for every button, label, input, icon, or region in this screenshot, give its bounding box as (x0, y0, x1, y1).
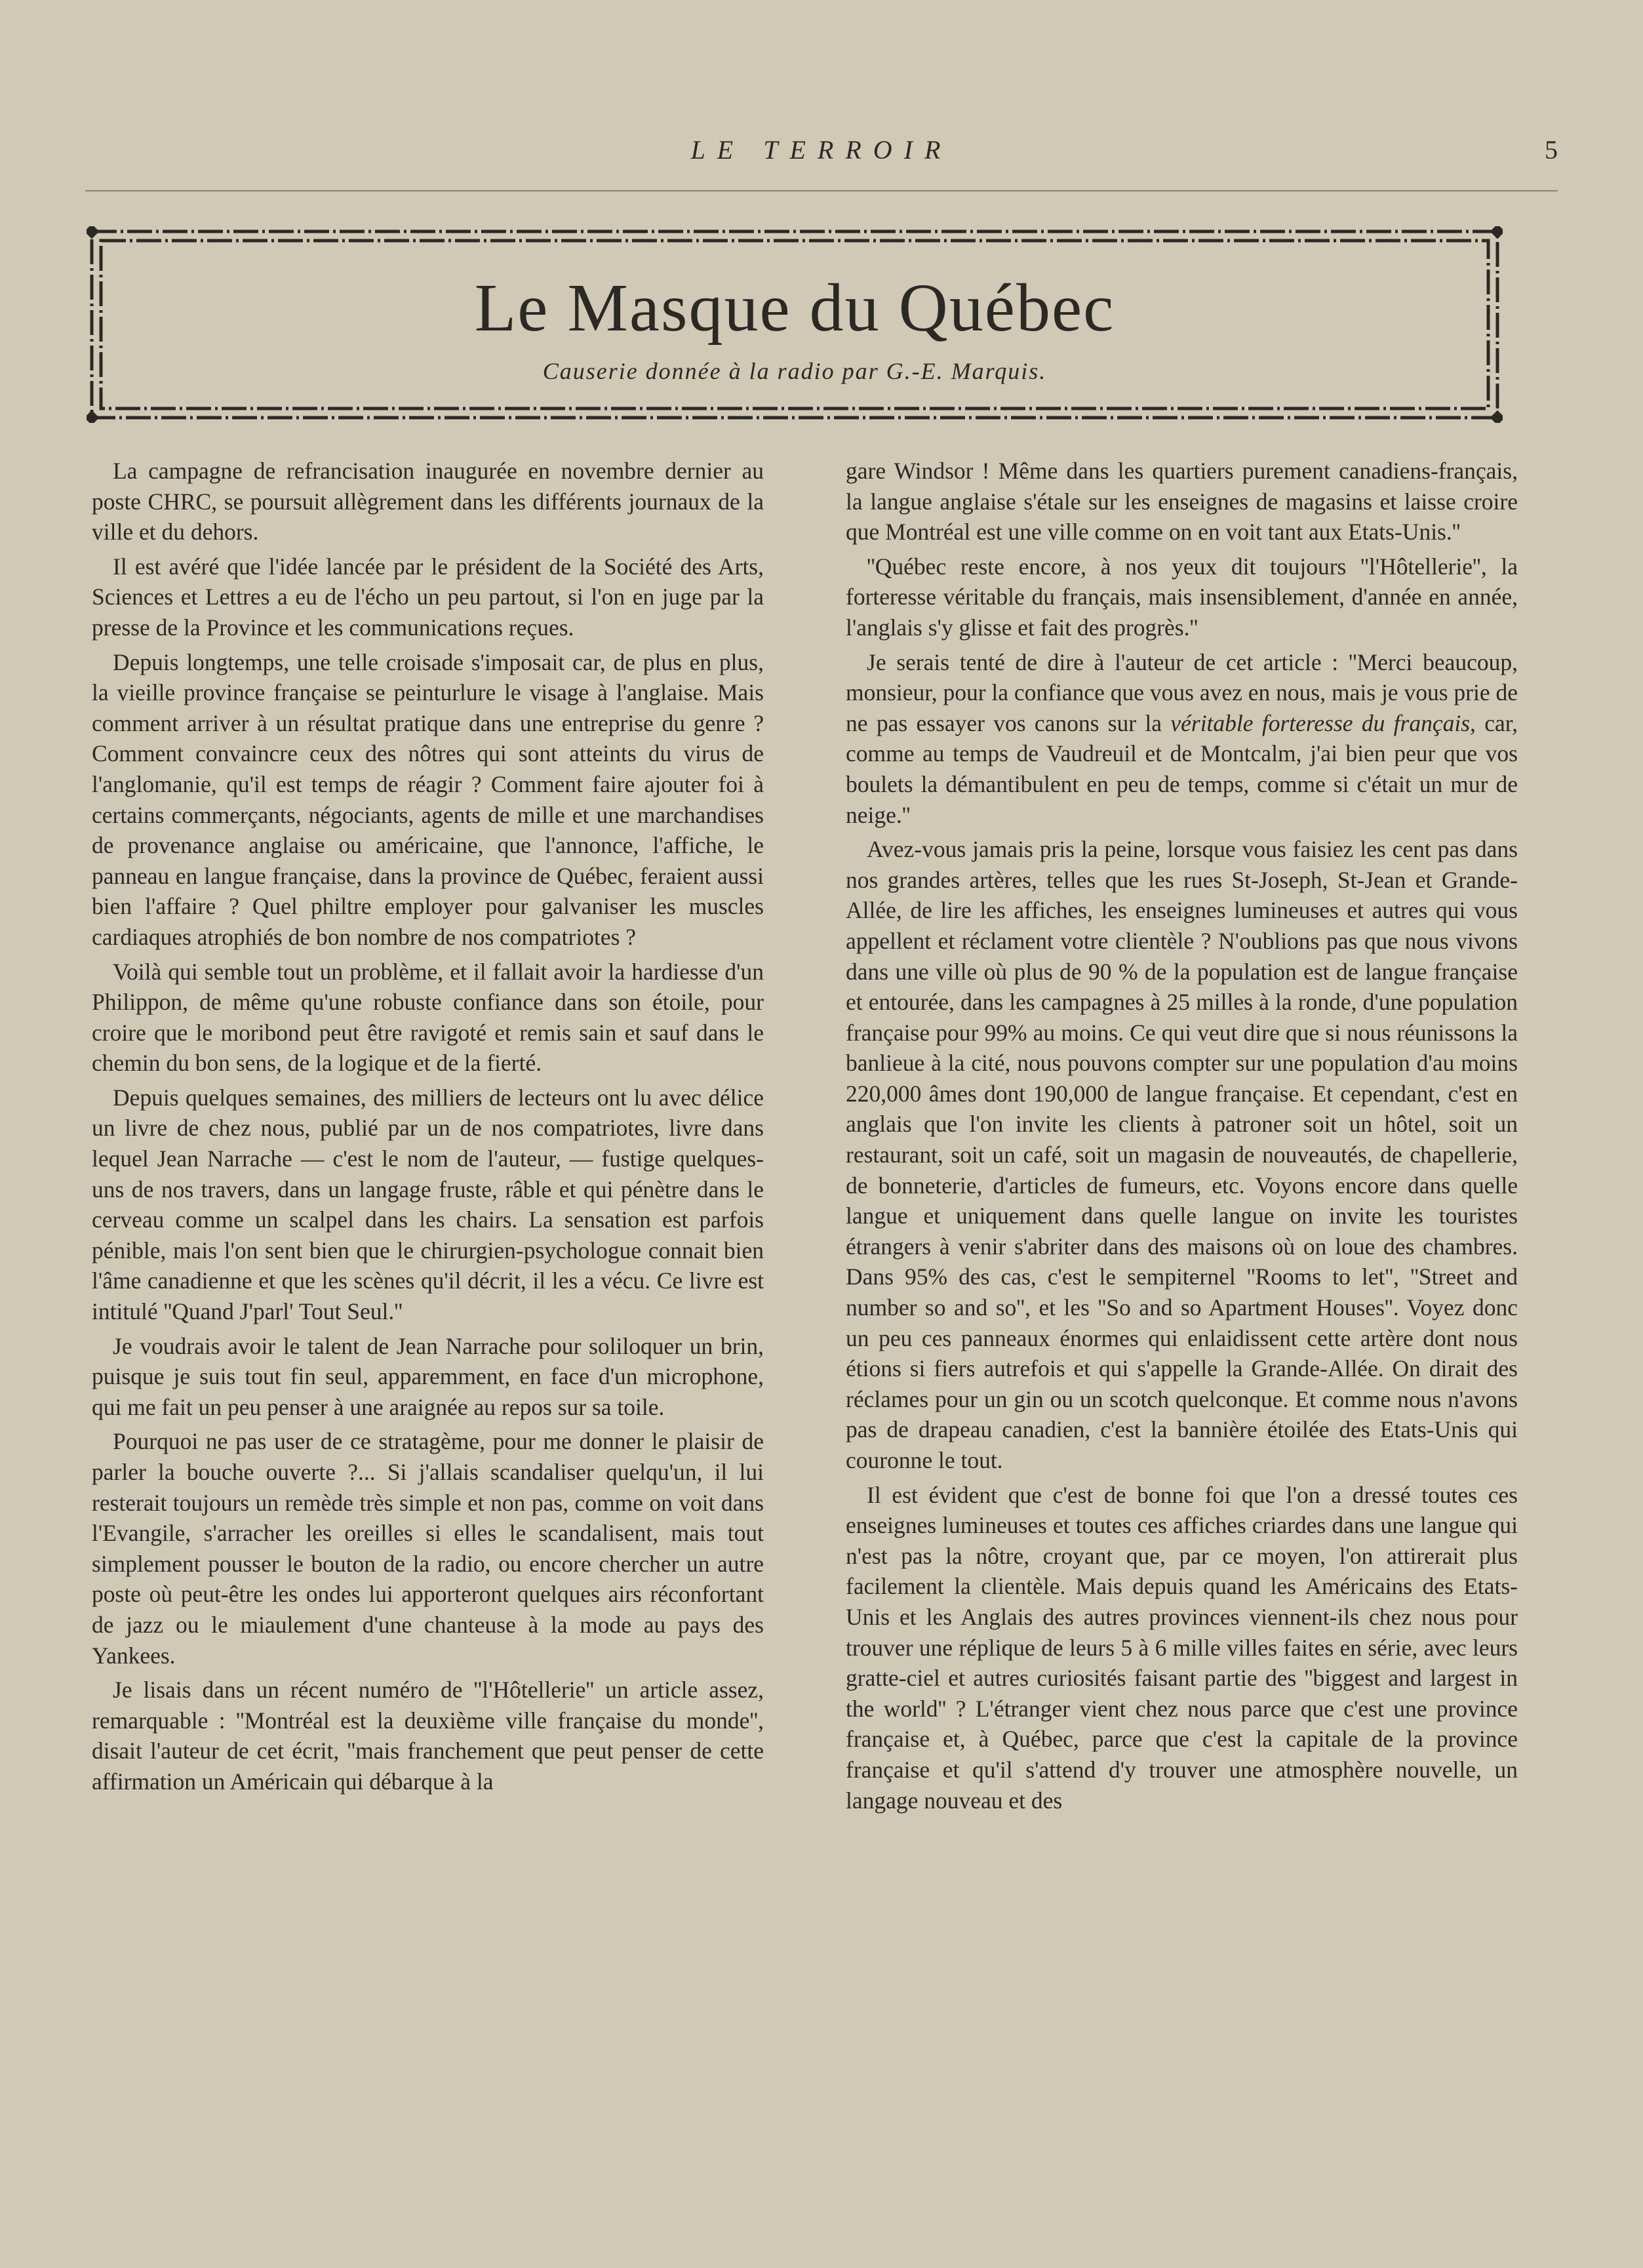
paragraph: La campagne de refrancisation inaugurée en novembre dernier au poste CHRC, se poursuit allègrement dans les différents journaux de la ville et du dehors. (92, 458, 764, 546)
paragraph: Pourquoi ne pas user de ce stratagème, pour me donner le plaisir de parler la bouche ouverte ?... Si j'allais scandaliser quelqu'un, il lui resterait toujours un remède très simple et non pas, comme on voit dans l'Evangile, s'arracher les oreilles si elles le scandalisent, mais tout simplement pousser le bouton de la radio, ou encore chercher un autre poste où peut-être les ondes lui apporteront quelques airs réconfortant de jazz ou le miaulement d'une chanteuse à la mode au pays des Yankees. (92, 1428, 764, 1669)
paragraph: Il est avéré que l'idée lancée par le président de la Société des Arts, Sciences et Lettres a eu de l'écho un peu partout, si l'on en juge par la presse de la Province et les communications reçues. (92, 553, 764, 641)
paragraph: Avez-vous jamais pris la peine, lorsque vous faisiez les cent pas dans nos grandes artères, telles que les rues St-Joseph, St-Jean et Grande-Allée, de lire les affiches, les enseignes lumineuses et autres qui vous appellent et réclament votre clientèle ? N'oublions pas que nous vivons dans une ville où plus de 90 % de la population est de langue française et entourée, dans les campagnes à 25 milles à la ronde, d'une population française pour 99% au moins. Ce qui veut dire que si nous réunissons la banlieue à la cité, nous pouvons compter sur une population d'au moins 220,000 âmes dont 190,000 de langue française. Et cependant, c'est en anglais que l'on invite les clients à patroner soit un hôtel, soit un restaurant, soit un café, soit un magasin de nouveautés, de chapellerie, de bonneterie, d'articles de fumeurs, etc. Voyons encore dans quelle langue et uniquement dans quelle langue on invite les touristes étrangers à venir s'abriter dans des maisons où on loue des chambres. Dans 95% des cas, c'est le sempiternel ''Rooms to let'', ''Street and number so and so'', et les ''So and so Apartment Houses''. Voyez donc un peu ces panneaux énormes qui enlaidissent cette artère dont nous étions si fiers autrefois et qui s'appelle la Grande-Allée. On dirait des réclames pour un gin ou un scotch quelconque. Et comme nous n'avons pas de drapeau canadien, c'est la bannière étoilée des Etats-Unis qui couronne le tout. (846, 836, 1518, 1473)
right-column (846, 456, 1518, 1820)
paragraph: Je lisais dans un récent numéro de ''l'Hôtellerie'' un article assez, remarquable : ''Montréal est la deuxième ville française du monde'', disait l'auteur de cet écrit, ''mais franchement que peut penser de cette affirmation un Américain qui débarque à la (92, 1677, 764, 1795)
magazine-name: LE TERROIR (690, 135, 953, 165)
paragraph: Voilà qui semble tout un problème, et il fallait avoir la hardiesse d'un Philippon, de même qu'une robuste confiance dans son étoile, pour croire que le moribond peut être ravigoté et remis sain et sauf dans le chemin du bon sens, de la logique et de la fierté. (92, 958, 764, 1077)
italic-phrase: véritable forteresse du français, (1170, 709, 1476, 736)
article-subtitle: Causerie donnée à la radio par G.-E. Marquis. (542, 358, 1047, 384)
paragraph-text: car, comme au temps de Vaudreuil et de Montcalm, j'ai bien peur que vos boulets la démantibulent en peu de temps, comme si c'était un mur de neige.'' (846, 709, 1518, 828)
continued-paragraph: gare Windsor ! Même dans les quartiers purement canadiens-français, la langue anglaise s'étale sur les enseignes de magasins et laisse croire que Montréal est une ville comme on en voit tant aux Etats-Unis.'' (846, 458, 1518, 546)
page-number: 5 (1545, 135, 1558, 165)
running-head (85, 134, 1558, 174)
paragraph: Je voudrais avoir le talent de Jean Narrache pour soliloquer un brin, puisque je suis tout fin seul, apparemment, en face d'un microphone, qui me fait un peu penser à une araignée au repos sur sa toile. (92, 1332, 764, 1420)
left-column (92, 456, 764, 1801)
paragraph: Depuis longtemps, une telle croisade s'imposait car, de plus en plus, la vieille province française se peinturlure le visage à l'anglaise. Mais comment arriver à un résultat pratique dans une entreprise du genre ? Comment convaincre ceux des nôtres qui sont atteints du virus de l'anglomanie, qu'il est temps de réagir ? Comment faire ajouter foi à certains commerçants, négociants, agents de mille et une marchandises de provenance anglaise ou américaine, que l'annonce, l'affiche, le panneau en langue française, dans la province de Québec, feraient aussi bien l'affaire ? Quel philtre employer pour galvaniser les muscles cardiaques atrophiés de bon nombre de nos compatriotes ? (92, 648, 764, 950)
header-rule (85, 190, 1558, 191)
article-title: Le Masque du Québec (474, 270, 1115, 346)
paragraph: Depuis quelques semaines, des milliers de lecteurs ont lu avec délice un livre de chez nous, publié par un de nos compatriotes, livre dans lequel Jean Narrache — c'est le nom de l'auteur, — fustige quelques-uns de nos travers, dans un langage fruste, râble et qui pénètre dans le cerveau comme un scalpel dans les chairs. La sensation est parfois pénible, mais l'on sent bien que le chirurgien-psychologue connait bien l'âme canadienne et que les scènes qu'il décrit, il les a vécu. Ce livre est intitulé ''Quand J'parl' Tout Seul.'' (92, 1084, 764, 1325)
paragraph: ''Québec reste encore, à nos yeux dit toujours ''l'Hôtellerie'', la forteresse véritable du français, mais insensiblement, d'année en année, l'anglais s'y glisse et fait des progrès.'' (846, 553, 1518, 641)
paragraph: Il est évident que c'est de bonne foi que l'on a dressé toutes ces enseignes lumineuses et toutes ces affiches criardes dans une langue qui n'est pas la nôtre, croyant que, par ce moyen, l'on attirerait plus facilement la clientèle. Mais depuis quand les Américains des Etats-Unis et les Anglais des autres provinces viennent-ils chez nous pour trouver une réplique de leurs 5 à 6 mille villes faites en série, avec leurs gratte-ciel et autres curiosités faisant partie des ''biggest and largest in the world'' ? L'étranger vient chez nous parce que c'est une province française et, à Québec, parce que c'est la capitale de la province française et qu'il s'attend d'y trouver une atmosphère nouvelle, un langage nouveau et des (846, 1481, 1518, 1814)
paragraph (846, 647, 1518, 831)
paragraph-text: Je serais tenté de dire à l'auteur de cet article : ''Merci beaucoup, monsieur, pour la confiance que vous avez en nous, mais je vous prie de ne pas essayer vos canons sur la (846, 648, 1518, 736)
title-box (87, 226, 1503, 423)
